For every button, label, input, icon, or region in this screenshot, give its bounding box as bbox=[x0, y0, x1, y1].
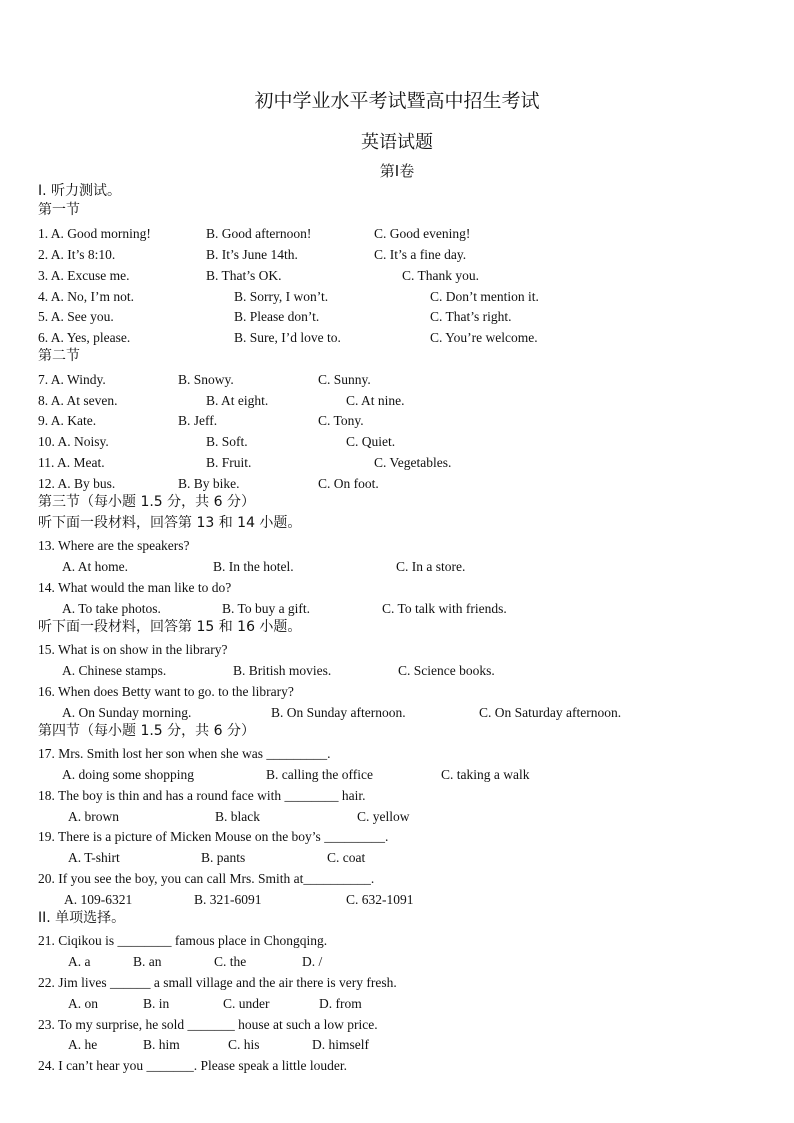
q19-option-b: B. pants bbox=[201, 850, 246, 865]
part3-intro-15-16: 听下面一段材料，回答第 15 和 16 小题。 bbox=[38, 619, 302, 635]
q9-option-c: C. Tony. bbox=[318, 413, 364, 428]
q1-option-a: 1. A. Good morning! bbox=[38, 226, 151, 241]
q21-stem: 21. Ciqikou is ________ famous place in Chongqing. bbox=[38, 933, 328, 948]
q20-option-c: C. 632-1091 bbox=[346, 892, 414, 907]
q14-option-a: A. To take photos. bbox=[62, 601, 161, 616]
q16-option-b: B. On Sunday afternoon. bbox=[271, 705, 406, 720]
q24-stem: 24. I can’t hear you _______. Please speak a little louder. bbox=[38, 1058, 348, 1073]
q21-option-b: B. an bbox=[133, 954, 162, 969]
q11-option-a: 11. A. Meat. bbox=[38, 455, 105, 470]
q14-option-b: B. To buy a gift. bbox=[222, 601, 311, 616]
q21-option-d: D. / bbox=[302, 954, 323, 969]
q12-option-c: C. On foot. bbox=[318, 476, 379, 491]
q15-option-a: A. Chinese stamps. bbox=[62, 663, 167, 678]
q12-option-b: B. By bike. bbox=[178, 476, 240, 491]
q22-stem: 22. Jim lives ______ a small village and the air there is very fresh. bbox=[38, 975, 397, 990]
q21-option-a: A. a bbox=[68, 954, 91, 969]
q16-option-a: A. On Sunday morning. bbox=[62, 705, 192, 720]
q18-option-c: C. yellow bbox=[357, 809, 410, 824]
q2-option-a: 2. A. It’s 8:10. bbox=[38, 247, 116, 262]
q7-option-b: B. Snowy. bbox=[178, 372, 234, 387]
q20-option-b: B. 321-6091 bbox=[194, 892, 262, 907]
q22-option-d: D. from bbox=[319, 996, 362, 1011]
exam-title: 初中学业水平考试暨高中招生考试 bbox=[254, 90, 540, 112]
volume-label: 第I卷 bbox=[379, 162, 415, 180]
q6-option-a: 6. A. Yes, please. bbox=[38, 330, 131, 345]
part1-heading: 第一节 bbox=[38, 202, 80, 218]
q4-option-a: 4. A. No, I’m not. bbox=[38, 289, 134, 304]
q3-option-c: C. Thank you. bbox=[402, 268, 479, 283]
q13-stem: 13. Where are the speakers? bbox=[38, 538, 190, 553]
q6-option-b: B. Sure, I’d love to. bbox=[234, 330, 341, 345]
q2-option-c: C. It’s a fine day. bbox=[374, 247, 467, 262]
q6-option-c: C. You’re welcome. bbox=[430, 330, 538, 345]
q3-option-a: 3. A. Excuse me. bbox=[38, 268, 130, 283]
q23-stem: 23. To my surprise, he sold _______ house at such a low price. bbox=[38, 1017, 378, 1032]
q11-option-c: C. Vegetables. bbox=[374, 455, 452, 470]
q17-option-b: B. calling the office bbox=[266, 767, 373, 782]
q3-option-b: B. That’s OK. bbox=[206, 268, 282, 283]
q5-option-b: B. Please don’t. bbox=[234, 309, 320, 324]
q15-option-c: C. Science books. bbox=[398, 663, 495, 678]
q23-option-c: C. his bbox=[228, 1037, 260, 1052]
q17-option-a: A. doing some shopping bbox=[62, 767, 195, 782]
q15-option-b: B. British movies. bbox=[233, 663, 332, 678]
q2-option-b: B. It’s June 14th. bbox=[206, 247, 298, 262]
q17-stem: 17. Mrs. Smith lost her son when she was _________. bbox=[38, 746, 331, 761]
q10-option-b: B. Soft. bbox=[206, 434, 248, 449]
q13-option-b: B. In the hotel. bbox=[213, 559, 294, 574]
part3-intro-13-14: 听下面一段材料，回答第 13 和 14 小题。 bbox=[38, 515, 302, 531]
q18-option-b: B. black bbox=[215, 809, 260, 824]
q22-option-a: A. on bbox=[68, 996, 98, 1011]
q8-option-b: B. At eight. bbox=[206, 393, 269, 408]
q4-option-c: C. Don’t mention it. bbox=[430, 289, 539, 304]
q8-option-c: C. At nine. bbox=[346, 393, 405, 408]
q14-option-c: C. To talk with friends. bbox=[382, 601, 507, 616]
q12-option-a: 12. A. By bus. bbox=[38, 476, 116, 491]
q10-option-c: C. Quiet. bbox=[346, 434, 396, 449]
q19-stem: 19. There is a picture of Micken Mouse on the boy’s _________. bbox=[38, 829, 389, 844]
q19-option-a: A. T-shirt bbox=[68, 850, 120, 865]
part2-heading: 第二节 bbox=[38, 348, 80, 364]
q20-stem: 20. If you see the boy, you can call Mrs. Smith at__________. bbox=[38, 871, 375, 886]
q9-option-b: B. Jeff. bbox=[178, 413, 218, 428]
q19-option-c: C. coat bbox=[327, 850, 366, 865]
q21-option-c: C. the bbox=[214, 954, 247, 969]
q11-option-b: B. Fruit. bbox=[206, 455, 252, 470]
section-listening-heading: I. 听力测试。 bbox=[38, 183, 122, 199]
q7-option-c: C. Sunny. bbox=[318, 372, 371, 387]
q13-option-c: C. In a store. bbox=[396, 559, 466, 574]
q5-option-c: C. That’s right. bbox=[430, 309, 512, 324]
part3-heading: 第三节（每小题 1.5 分，共 6 分） bbox=[38, 494, 255, 510]
q13-option-a: A. At home. bbox=[62, 559, 128, 574]
q22-option-c: C. under bbox=[223, 996, 270, 1011]
section-single-choice-heading: II. 单项选择。 bbox=[38, 910, 126, 926]
q1-option-c: C. Good evening! bbox=[374, 226, 471, 241]
q16-option-c: C. On Saturday afternoon. bbox=[479, 705, 622, 720]
q22-option-b: B. in bbox=[143, 996, 170, 1011]
q5-option-a: 5. A. See you. bbox=[38, 309, 114, 324]
q23-option-a: A. he bbox=[68, 1037, 98, 1052]
q20-option-a: A. 109-6321 bbox=[64, 892, 133, 907]
part4-heading: 第四节（每小题 1.5 分，共 6 分） bbox=[38, 723, 255, 739]
q7-option-a: 7. A. Windy. bbox=[38, 372, 106, 387]
q4-option-b: B. Sorry, I won’t. bbox=[234, 289, 329, 304]
q23-option-b: B. him bbox=[143, 1037, 180, 1052]
q18-stem: 18. The boy is thin and has a round face with ________ hair. bbox=[38, 788, 366, 803]
q1-option-b: B. Good afternoon! bbox=[206, 226, 312, 241]
q14-stem: 14. What would the man like to do? bbox=[38, 580, 232, 595]
exam-subtitle: 英语试题 bbox=[361, 132, 433, 153]
q16-stem: 16. When does Betty want to go. to the library? bbox=[38, 684, 294, 699]
q9-option-a: 9. A. Kate. bbox=[38, 413, 97, 428]
q23-option-d: D. himself bbox=[312, 1037, 369, 1052]
q15-stem: 15. What is on show in the library? bbox=[38, 642, 228, 657]
q10-option-a: 10. A. Noisy. bbox=[38, 434, 109, 449]
q17-option-c: C. taking a walk bbox=[441, 767, 530, 782]
q8-option-a: 8. A. At seven. bbox=[38, 393, 118, 408]
q18-option-a: A. brown bbox=[68, 809, 119, 824]
